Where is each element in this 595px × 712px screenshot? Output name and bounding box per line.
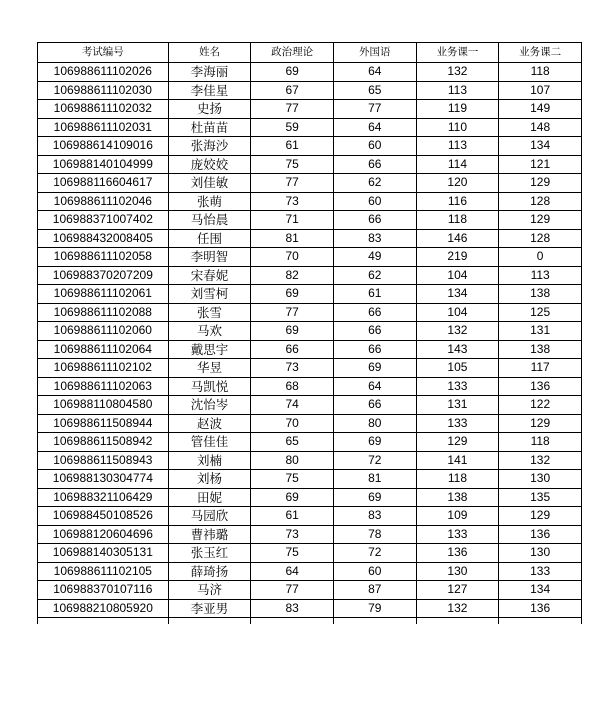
cell-cutoff bbox=[499, 618, 582, 625]
cell-name: 刘佳敏 bbox=[168, 174, 251, 193]
score-table bbox=[37, 42, 582, 624]
cell-exam-id: 106988611102063 bbox=[38, 377, 169, 396]
header-course-two: 业务课二 bbox=[499, 43, 582, 63]
cell-exam-id: 106988611102060 bbox=[38, 322, 169, 341]
cell-course-one: 133 bbox=[416, 414, 499, 433]
cell-course-two: 138 bbox=[499, 340, 582, 359]
cell-politics: 69 bbox=[251, 322, 334, 341]
cell-foreign-language: 65 bbox=[333, 81, 416, 100]
cell-course-two: 118 bbox=[499, 433, 582, 452]
cell-exam-id: 106988130304774 bbox=[38, 470, 169, 489]
cell-exam-id: 106988611102030 bbox=[38, 81, 169, 100]
table-row bbox=[38, 414, 582, 433]
cell-name: 马怡晨 bbox=[168, 211, 251, 230]
table-row bbox=[38, 396, 582, 415]
cell-name: 戴思宇 bbox=[168, 340, 251, 359]
cell-foreign-language: 72 bbox=[333, 451, 416, 470]
cell-name: 张玉红 bbox=[168, 544, 251, 563]
cell-course-two: 129 bbox=[499, 174, 582, 193]
cell-course-one: 116 bbox=[416, 192, 499, 211]
cell-politics: 81 bbox=[251, 229, 334, 248]
cell-politics: 65 bbox=[251, 433, 334, 452]
cell-course-one: 109 bbox=[416, 507, 499, 526]
cell-course-two: 134 bbox=[499, 137, 582, 156]
cell-politics: 59 bbox=[251, 118, 334, 137]
cell-politics: 77 bbox=[251, 100, 334, 119]
cell-exam-id: 106988611102031 bbox=[38, 118, 169, 137]
cell-politics: 77 bbox=[251, 174, 334, 193]
cell-foreign-language: 64 bbox=[333, 63, 416, 82]
cell-course-two: 130 bbox=[499, 470, 582, 489]
cell-exam-id: 106988210805920 bbox=[38, 599, 169, 618]
table-row bbox=[38, 266, 582, 285]
cell-name: 刘杨 bbox=[168, 470, 251, 489]
table-row bbox=[38, 81, 582, 100]
table-row bbox=[38, 248, 582, 267]
cell-politics: 61 bbox=[251, 507, 334, 526]
cell-foreign-language: 83 bbox=[333, 507, 416, 526]
cell-foreign-language: 80 bbox=[333, 414, 416, 433]
table-row bbox=[38, 303, 582, 322]
cell-name: 薛琦扬 bbox=[168, 562, 251, 581]
cell-cutoff bbox=[416, 618, 499, 625]
cell-politics: 69 bbox=[251, 63, 334, 82]
header-foreign-language: 外国语 bbox=[333, 43, 416, 63]
cell-course-two: 121 bbox=[499, 155, 582, 174]
table-row bbox=[38, 118, 582, 137]
cell-course-one: 219 bbox=[416, 248, 499, 267]
cell-course-one: 104 bbox=[416, 266, 499, 285]
cell-foreign-language: 66 bbox=[333, 340, 416, 359]
cell-course-two: 132 bbox=[499, 451, 582, 470]
cell-name: 马园欣 bbox=[168, 507, 251, 526]
cell-name: 任围 bbox=[168, 229, 251, 248]
cell-course-two: 130 bbox=[499, 544, 582, 563]
cell-foreign-language: 87 bbox=[333, 581, 416, 600]
table-row bbox=[38, 63, 582, 82]
cell-name: 刘楠 bbox=[168, 451, 251, 470]
cell-course-two: 107 bbox=[499, 81, 582, 100]
cell-course-two: 136 bbox=[499, 377, 582, 396]
table-row bbox=[38, 174, 582, 193]
table-row bbox=[38, 470, 582, 489]
table-row bbox=[38, 192, 582, 211]
cell-cutoff bbox=[38, 618, 169, 625]
table-row bbox=[38, 229, 582, 248]
cell-name: 刘雪柯 bbox=[168, 285, 251, 304]
cell-foreign-language: 69 bbox=[333, 359, 416, 378]
cell-course-one: 138 bbox=[416, 488, 499, 507]
cell-foreign-language: 79 bbox=[333, 599, 416, 618]
cell-course-two: 0 bbox=[499, 248, 582, 267]
cell-politics: 69 bbox=[251, 285, 334, 304]
header-course-one: 业务课一 bbox=[416, 43, 499, 63]
cell-course-two: 134 bbox=[499, 581, 582, 600]
cell-politics: 74 bbox=[251, 396, 334, 415]
table-header bbox=[38, 43, 582, 63]
cell-foreign-language: 78 bbox=[333, 525, 416, 544]
cell-course-one: 114 bbox=[416, 155, 499, 174]
table-row bbox=[38, 544, 582, 563]
cell-course-one: 120 bbox=[416, 174, 499, 193]
cell-name: 张海沙 bbox=[168, 137, 251, 156]
cell-exam-id: 106988432008405 bbox=[38, 229, 169, 248]
cell-foreign-language: 49 bbox=[333, 248, 416, 267]
cell-exam-id: 106988370207209 bbox=[38, 266, 169, 285]
cell-exam-id: 106988450108526 bbox=[38, 507, 169, 526]
cell-exam-id: 106988611102058 bbox=[38, 248, 169, 267]
cell-course-two: 148 bbox=[499, 118, 582, 137]
cell-exam-id: 106988371007402 bbox=[38, 211, 169, 230]
cell-name: 史扬 bbox=[168, 100, 251, 119]
cell-foreign-language: 69 bbox=[333, 488, 416, 507]
cell-politics: 69 bbox=[251, 488, 334, 507]
cell-foreign-language: 66 bbox=[333, 322, 416, 341]
table-row bbox=[38, 211, 582, 230]
cell-name: 马凯悦 bbox=[168, 377, 251, 396]
cell-course-two: 136 bbox=[499, 599, 582, 618]
cell-exam-id: 106988611102064 bbox=[38, 340, 169, 359]
table-row bbox=[38, 100, 582, 119]
table-row bbox=[38, 599, 582, 618]
cell-politics: 73 bbox=[251, 359, 334, 378]
cell-foreign-language: 69 bbox=[333, 433, 416, 452]
cell-exam-id: 106988611102046 bbox=[38, 192, 169, 211]
cell-name: 庞姣姣 bbox=[168, 155, 251, 174]
table-row bbox=[38, 507, 582, 526]
cell-cutoff bbox=[251, 618, 334, 625]
cell-name: 李明智 bbox=[168, 248, 251, 267]
cell-course-two: 122 bbox=[499, 396, 582, 415]
cell-foreign-language: 64 bbox=[333, 377, 416, 396]
cell-exam-id: 106988140305131 bbox=[38, 544, 169, 563]
cell-course-two: 118 bbox=[499, 63, 582, 82]
cell-name: 李亚男 bbox=[168, 599, 251, 618]
table-row bbox=[38, 340, 582, 359]
cell-course-one: 136 bbox=[416, 544, 499, 563]
cell-politics: 70 bbox=[251, 248, 334, 267]
table-row bbox=[38, 562, 582, 581]
cell-course-one: 110 bbox=[416, 118, 499, 137]
cell-politics: 77 bbox=[251, 303, 334, 322]
cell-foreign-language: 64 bbox=[333, 118, 416, 137]
cell-exam-id: 106988611508943 bbox=[38, 451, 169, 470]
cell-course-one: 113 bbox=[416, 81, 499, 100]
cell-foreign-language: 72 bbox=[333, 544, 416, 563]
cell-politics: 80 bbox=[251, 451, 334, 470]
table-row bbox=[38, 433, 582, 452]
cell-name: 杜苗苗 bbox=[168, 118, 251, 137]
cell-name: 李海丽 bbox=[168, 63, 251, 82]
cell-course-one: 132 bbox=[416, 599, 499, 618]
cell-course-one: 130 bbox=[416, 562, 499, 581]
cell-politics: 66 bbox=[251, 340, 334, 359]
cell-politics: 83 bbox=[251, 599, 334, 618]
cell-foreign-language: 60 bbox=[333, 137, 416, 156]
header-exam-id: 考试编号 bbox=[38, 43, 169, 63]
cell-course-two: 131 bbox=[499, 322, 582, 341]
cell-exam-id: 106988120604696 bbox=[38, 525, 169, 544]
cell-course-one: 133 bbox=[416, 377, 499, 396]
cell-foreign-language: 66 bbox=[333, 155, 416, 174]
cell-course-one: 141 bbox=[416, 451, 499, 470]
cell-politics: 70 bbox=[251, 414, 334, 433]
cell-exam-id: 106988110804580 bbox=[38, 396, 169, 415]
cell-course-one: 132 bbox=[416, 63, 499, 82]
cell-course-one: 134 bbox=[416, 285, 499, 304]
cell-politics: 73 bbox=[251, 192, 334, 211]
cell-foreign-language: 60 bbox=[333, 562, 416, 581]
cell-politics: 75 bbox=[251, 155, 334, 174]
cell-course-one: 118 bbox=[416, 211, 499, 230]
header-name: 姓名 bbox=[168, 43, 251, 63]
cell-foreign-language: 60 bbox=[333, 192, 416, 211]
cell-exam-id: 106988611102105 bbox=[38, 562, 169, 581]
table-row bbox=[38, 137, 582, 156]
cell-exam-id: 106988611102102 bbox=[38, 359, 169, 378]
header-row bbox=[38, 43, 582, 63]
cell-course-two: 129 bbox=[499, 507, 582, 526]
cell-course-two: 149 bbox=[499, 100, 582, 119]
header-politics: 政治理论 bbox=[251, 43, 334, 63]
cell-exam-id: 106988611508944 bbox=[38, 414, 169, 433]
table-row bbox=[38, 581, 582, 600]
cell-name: 李佳星 bbox=[168, 81, 251, 100]
cell-exam-id: 106988321106429 bbox=[38, 488, 169, 507]
cell-course-one: 131 bbox=[416, 396, 499, 415]
cell-politics: 68 bbox=[251, 377, 334, 396]
score-sheet bbox=[37, 42, 582, 624]
cell-name: 沈怡岑 bbox=[168, 396, 251, 415]
cell-exam-id: 106988116604617 bbox=[38, 174, 169, 193]
cell-course-two: 117 bbox=[499, 359, 582, 378]
cell-course-one: 119 bbox=[416, 100, 499, 119]
cell-politics: 75 bbox=[251, 470, 334, 489]
cell-exam-id: 106988611102088 bbox=[38, 303, 169, 322]
cell-exam-id: 106988370107116 bbox=[38, 581, 169, 600]
cell-politics: 61 bbox=[251, 137, 334, 156]
cell-foreign-language: 61 bbox=[333, 285, 416, 304]
cell-politics: 73 bbox=[251, 525, 334, 544]
cell-exam-id: 106988614109016 bbox=[38, 137, 169, 156]
cell-politics: 71 bbox=[251, 211, 334, 230]
cell-politics: 67 bbox=[251, 81, 334, 100]
cell-name: 宋春妮 bbox=[168, 266, 251, 285]
table-row bbox=[38, 155, 582, 174]
cell-exam-id: 106988611508942 bbox=[38, 433, 169, 452]
cell-course-two: 133 bbox=[499, 562, 582, 581]
cell-name: 张萌 bbox=[168, 192, 251, 211]
cell-politics: 75 bbox=[251, 544, 334, 563]
cell-exam-id: 106988611102026 bbox=[38, 63, 169, 82]
cell-foreign-language: 66 bbox=[333, 303, 416, 322]
cell-foreign-language: 66 bbox=[333, 211, 416, 230]
table-row bbox=[38, 359, 582, 378]
cell-course-one: 133 bbox=[416, 525, 499, 544]
cell-name: 管佳佳 bbox=[168, 433, 251, 452]
cell-course-one: 143 bbox=[416, 340, 499, 359]
cell-course-one: 105 bbox=[416, 359, 499, 378]
cell-foreign-language: 62 bbox=[333, 266, 416, 285]
cell-course-one: 146 bbox=[416, 229, 499, 248]
cell-name: 田妮 bbox=[168, 488, 251, 507]
table-row-cutoff bbox=[38, 618, 582, 625]
cell-foreign-language: 66 bbox=[333, 396, 416, 415]
table-row bbox=[38, 377, 582, 396]
cell-course-two: 135 bbox=[499, 488, 582, 507]
cell-cutoff bbox=[333, 618, 416, 625]
table-row bbox=[38, 525, 582, 544]
cell-foreign-language: 81 bbox=[333, 470, 416, 489]
cell-name: 赵波 bbox=[168, 414, 251, 433]
cell-foreign-language: 62 bbox=[333, 174, 416, 193]
cell-course-one: 118 bbox=[416, 470, 499, 489]
cell-politics: 77 bbox=[251, 581, 334, 600]
cell-exam-id: 106988611102032 bbox=[38, 100, 169, 119]
cell-name: 华昱 bbox=[168, 359, 251, 378]
table-row bbox=[38, 322, 582, 341]
cell-course-two: 129 bbox=[499, 414, 582, 433]
cell-course-two: 128 bbox=[499, 229, 582, 248]
cell-foreign-language: 77 bbox=[333, 100, 416, 119]
cell-course-two: 136 bbox=[499, 525, 582, 544]
cell-name: 张雪 bbox=[168, 303, 251, 322]
cell-course-two: 125 bbox=[499, 303, 582, 322]
cell-cutoff bbox=[168, 618, 251, 625]
cell-course-two: 128 bbox=[499, 192, 582, 211]
cell-name: 曹祎璐 bbox=[168, 525, 251, 544]
cell-course-two: 138 bbox=[499, 285, 582, 304]
cell-foreign-language: 83 bbox=[333, 229, 416, 248]
table-row bbox=[38, 488, 582, 507]
cell-course-one: 132 bbox=[416, 322, 499, 341]
cell-exam-id: 106988611102061 bbox=[38, 285, 169, 304]
cell-course-two: 113 bbox=[499, 266, 582, 285]
cell-course-one: 129 bbox=[416, 433, 499, 452]
cell-course-one: 104 bbox=[416, 303, 499, 322]
cell-course-one: 127 bbox=[416, 581, 499, 600]
table-row bbox=[38, 451, 582, 470]
table-body bbox=[38, 63, 582, 625]
cell-course-two: 129 bbox=[499, 211, 582, 230]
cell-name: 马济 bbox=[168, 581, 251, 600]
cell-exam-id: 106988140104999 bbox=[38, 155, 169, 174]
cell-politics: 64 bbox=[251, 562, 334, 581]
cell-politics: 82 bbox=[251, 266, 334, 285]
cell-course-one: 113 bbox=[416, 137, 499, 156]
table-row bbox=[38, 285, 582, 304]
cell-name: 马欢 bbox=[168, 322, 251, 341]
